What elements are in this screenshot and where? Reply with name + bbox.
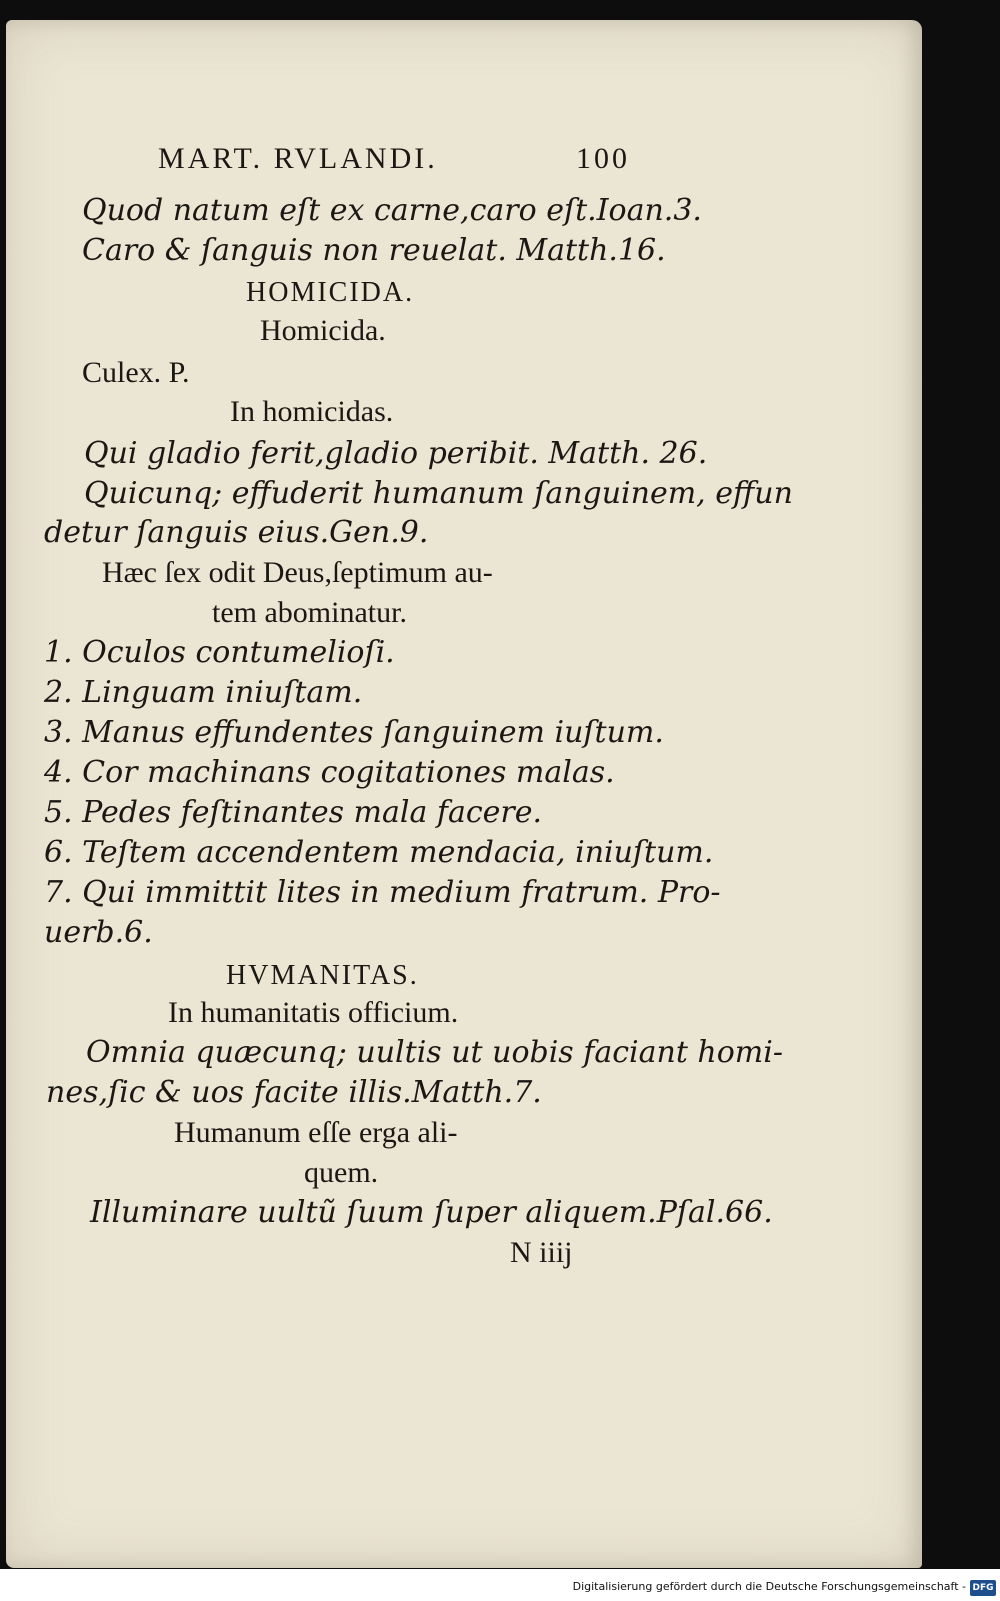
page-number: 100 xyxy=(576,142,630,175)
text-line: detur ſanguis eius.Gen.9. xyxy=(44,515,429,550)
list-item: 4. Cor machinans cogitationes malas. xyxy=(44,755,615,790)
list-item: 1. Oculos contumelioſi. xyxy=(44,635,395,670)
list-item: 7. Qui immittit lites in medium fratrum. Pro- xyxy=(44,875,721,910)
subheading: Hæc ſex odit Deus,ſeptimum au- xyxy=(102,556,493,589)
text-line: Culex. P. xyxy=(82,356,190,389)
text-line: Illuminare uultũ ſuum ſuper aliquem.Pſal.66. xyxy=(90,1195,773,1230)
text-line: Qui gladio ferit,gladio peribit. Matth. 26. xyxy=(84,436,708,471)
subheading: In homicidas. xyxy=(230,395,394,428)
digitization-footer xyxy=(0,1569,1000,1601)
text-line: Caro & ſanguis non reuelat. Matth.16. xyxy=(82,233,666,268)
list-item: 3. Manus effundentes ſanguinem iuſtum. xyxy=(44,715,664,750)
subheading: Humanum eſſe erga ali- xyxy=(174,1116,458,1149)
text-line: Quicunq; effuderit humanum ſanguinem, effun xyxy=(84,476,793,511)
text-line: Quod natum eſt ex carne,caro eſt.Ioan.3. xyxy=(82,193,702,228)
running-head-title: MART. RVLANDI. xyxy=(158,142,438,175)
list-item: 2. Linguam iniuſtam. xyxy=(44,675,363,710)
subheading: quem. xyxy=(304,1156,379,1189)
subheading: tem abominatur. xyxy=(212,596,407,629)
list-item: 5. Pedes feſtinantes mala facere. xyxy=(44,795,543,830)
footer-credit: Digitalisierung gefördert durch die Deutsche Forschungsgemeinschaft - xyxy=(572,1580,966,1593)
book-page xyxy=(6,20,922,1568)
text-line: nes,ſic & uos facite illis.Matth.7. xyxy=(46,1075,542,1110)
subheading: In humanitatis officium. xyxy=(168,996,459,1029)
list-item: 6. Teſtem accendentem mendacia, iniuſtum. xyxy=(44,835,714,870)
section-heading: HVMANITAS. xyxy=(226,960,419,991)
text-line: Omnia quæcunq; uultis ut uobis faciant homi- xyxy=(86,1035,783,1070)
text-line: uerb.6. xyxy=(44,915,153,950)
section-heading: HOMICIDA. xyxy=(246,277,415,308)
dfg-logo: DFG xyxy=(970,1580,996,1596)
signature-mark: N iiij xyxy=(510,1236,573,1269)
subheading: Homicida. xyxy=(260,314,386,347)
